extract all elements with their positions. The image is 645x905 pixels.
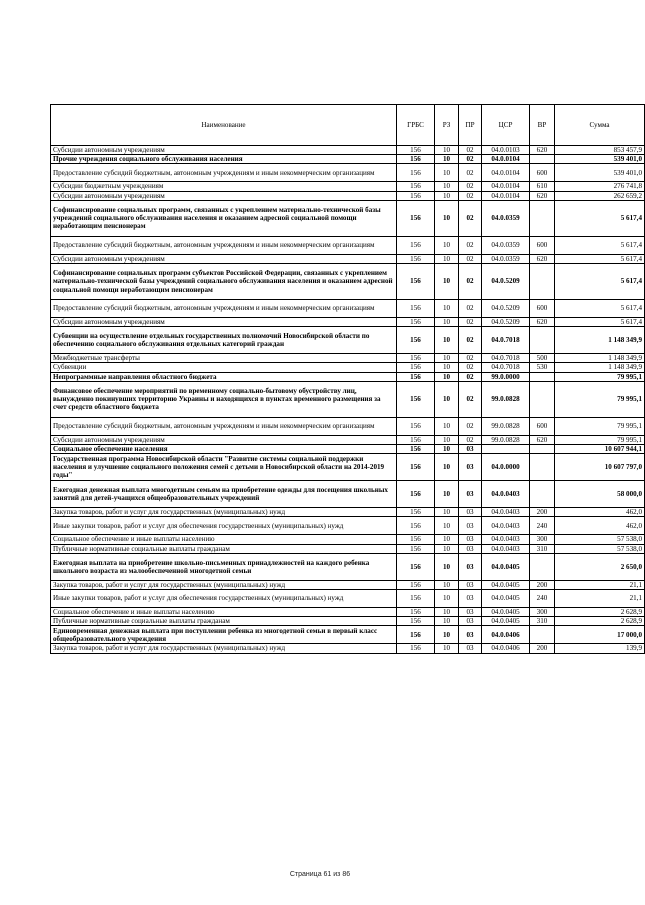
table-cell-rz: 10 bbox=[435, 318, 459, 327]
table-row bbox=[51, 580, 645, 589]
table-cell-vr bbox=[530, 445, 555, 454]
table-row bbox=[51, 354, 645, 363]
table-row bbox=[51, 155, 645, 164]
table-cell-vr: 600 bbox=[530, 164, 555, 182]
table-cell-name: Социальное обеспечение и иные выплаты населению bbox=[51, 608, 397, 617]
table-cell-pr: 03 bbox=[459, 535, 482, 544]
table-row bbox=[51, 553, 645, 580]
table-cell-name: Межбюджетные трансферты bbox=[51, 354, 397, 363]
table-cell-csr: 99.0.0828 bbox=[482, 435, 530, 444]
table-cell-name: Предоставление субсидий бюджетным, автономным учреждениям и иным некоммерческим организациям bbox=[51, 417, 397, 435]
table-cell-grbs: 156 bbox=[397, 146, 435, 155]
table-cell-pr: 02 bbox=[459, 254, 482, 263]
table-cell-pr: 02 bbox=[459, 354, 482, 363]
table-cell-csr: 04.0.0403 bbox=[482, 508, 530, 517]
table-cell-rz: 10 bbox=[435, 445, 459, 454]
table-cell-sum: 853 457,9 bbox=[555, 146, 645, 155]
table-cell-grbs: 156 bbox=[397, 300, 435, 318]
table-row bbox=[51, 617, 645, 626]
table-cell-sum: 79 995,1 bbox=[555, 435, 645, 444]
table-cell-sum: 5 617,4 bbox=[555, 236, 645, 254]
table-cell-sum: 2 628,9 bbox=[555, 608, 645, 617]
table-cell-sum: 262 659,2 bbox=[555, 191, 645, 200]
table-cell-sum: 10 607 797,0 bbox=[555, 454, 645, 481]
table-cell-grbs: 156 bbox=[397, 590, 435, 608]
table-cell-csr: 04.0.0405 bbox=[482, 580, 530, 589]
table-cell-grbs: 156 bbox=[397, 544, 435, 553]
table-row bbox=[51, 644, 645, 653]
table-cell-grbs: 156 bbox=[397, 517, 435, 535]
table-cell-pr: 03 bbox=[459, 590, 482, 608]
table-cell-grbs: 156 bbox=[397, 508, 435, 517]
table-cell-vr: 310 bbox=[530, 617, 555, 626]
table-cell-pr: 02 bbox=[459, 264, 482, 300]
header-name: Наименование bbox=[51, 105, 397, 146]
table-cell-name: Непрограммные направления областного бюджета bbox=[51, 372, 397, 381]
table-cell-vr: 620 bbox=[530, 318, 555, 327]
table-cell-sum: 5 617,4 bbox=[555, 200, 645, 236]
table-cell-pr: 02 bbox=[459, 191, 482, 200]
table-cell-name: Субвенции bbox=[51, 363, 397, 372]
table-cell-rz: 10 bbox=[435, 155, 459, 164]
table-row bbox=[51, 454, 645, 481]
table-cell-name: Финансовое обеспечение мероприятий по временному социально-бытовому обустройству лиц, вынужденно покинувших территорию Украины и находящихся в пунктах временного размещения за счет средств областного бюджета bbox=[51, 381, 397, 417]
table-cell-csr: 04.0.0406 bbox=[482, 626, 530, 644]
table-cell-sum: 1 148 349,9 bbox=[555, 363, 645, 372]
table-cell-csr: 04.0.5209 bbox=[482, 300, 530, 318]
table-cell-name: Закупка товаров, работ и услуг для государственных (муниципальных) нужд bbox=[51, 508, 397, 517]
table-cell-name: Иные закупки товаров, работ и услуг для обеспечения государственных (муниципальных) нужд bbox=[51, 590, 397, 608]
table-cell-rz: 10 bbox=[435, 544, 459, 553]
table-cell-grbs: 156 bbox=[397, 372, 435, 381]
table-cell-vr bbox=[530, 372, 555, 381]
table-cell-name: Закупка товаров, работ и услуг для государственных (муниципальных) нужд bbox=[51, 644, 397, 653]
table-cell-pr: 03 bbox=[459, 644, 482, 653]
table-cell-grbs: 156 bbox=[397, 155, 435, 164]
table-cell-vr bbox=[530, 155, 555, 164]
table-row bbox=[51, 445, 645, 454]
table-cell-grbs: 156 bbox=[397, 445, 435, 454]
table-cell-grbs: 156 bbox=[397, 580, 435, 589]
table-cell-csr: 04.0.7018 bbox=[482, 363, 530, 372]
table-cell-vr: 200 bbox=[530, 644, 555, 653]
table-cell-csr: 04.0.0000 bbox=[482, 454, 530, 481]
table-cell-name: Иные закупки товаров, работ и услуг для обеспечения государственных (муниципальных) нужд bbox=[51, 517, 397, 535]
table-cell-rz: 10 bbox=[435, 626, 459, 644]
table-cell-name: Публичные нормативные социальные выплаты гражданам bbox=[51, 544, 397, 553]
table-cell-sum: 21,1 bbox=[555, 580, 645, 589]
table-cell-csr: 99.0.0000 bbox=[482, 372, 530, 381]
table-cell-sum: 79 995,1 bbox=[555, 417, 645, 435]
table-cell-sum: 5 617,4 bbox=[555, 264, 645, 300]
table-cell-vr: 600 bbox=[530, 236, 555, 254]
table-cell-vr: 620 bbox=[530, 435, 555, 444]
table-cell-rz: 10 bbox=[435, 300, 459, 318]
table-cell-rz: 10 bbox=[435, 146, 459, 155]
table-cell-name: Субсидии автономным учреждениям bbox=[51, 146, 397, 155]
table-cell-rz: 10 bbox=[435, 236, 459, 254]
table-row bbox=[51, 417, 645, 435]
table-row bbox=[51, 236, 645, 254]
table-cell-pr: 02 bbox=[459, 381, 482, 417]
table-row bbox=[51, 200, 645, 236]
table-cell-rz: 10 bbox=[435, 608, 459, 617]
table-cell-csr: 04.0.0403 bbox=[482, 544, 530, 553]
table-cell-pr: 02 bbox=[459, 435, 482, 444]
table-cell-name: Субсидии автономным учреждениям bbox=[51, 318, 397, 327]
table-cell-name: Софинансирование социальных программ субъектов Российской Федерации, связанных с укреплением материально-технической базы учреждений социального обслуживания населения и оказанием адресной социальной помощи неработающим пенсионерам bbox=[51, 264, 397, 300]
table-cell-csr: 04.0.0104 bbox=[482, 182, 530, 191]
table-cell-name: Субсидии автономным учреждениям bbox=[51, 435, 397, 444]
table-row bbox=[51, 300, 645, 318]
table-cell-pr: 03 bbox=[459, 617, 482, 626]
table-cell-pr: 02 bbox=[459, 164, 482, 182]
table-row bbox=[51, 254, 645, 263]
table-cell-rz: 10 bbox=[435, 372, 459, 381]
table-cell-sum: 139,9 bbox=[555, 644, 645, 653]
table-cell-rz: 10 bbox=[435, 191, 459, 200]
table-cell-sum: 5 617,4 bbox=[555, 300, 645, 318]
table-cell-rz: 10 bbox=[435, 381, 459, 417]
header-sum: Сумма bbox=[555, 105, 645, 146]
table-cell-name: Субсидии автономным учреждениям bbox=[51, 254, 397, 263]
table-cell-vr: 530 bbox=[530, 363, 555, 372]
header-row bbox=[51, 105, 645, 146]
table-row bbox=[51, 544, 645, 553]
table-cell-grbs: 156 bbox=[397, 435, 435, 444]
table-row bbox=[51, 381, 645, 417]
table-cell-sum: 79 995,1 bbox=[555, 381, 645, 417]
table-cell-vr: 620 bbox=[530, 254, 555, 263]
table-cell-sum: 462,0 bbox=[555, 508, 645, 517]
table-cell-name: Публичные нормативные социальные выплаты гражданам bbox=[51, 617, 397, 626]
table-cell-csr: 04.0.0405 bbox=[482, 553, 530, 580]
table-cell-csr: 99.0.0828 bbox=[482, 381, 530, 417]
table-cell-pr: 03 bbox=[459, 454, 482, 481]
table-cell-grbs: 156 bbox=[397, 236, 435, 254]
table-cell-name: Предоставление субсидий бюджетным, автономным учреждениям и иным некоммерческим организациям bbox=[51, 236, 397, 254]
table-cell-grbs: 156 bbox=[397, 454, 435, 481]
table-cell-sum: 1 148 349,9 bbox=[555, 354, 645, 363]
table-cell-grbs: 156 bbox=[397, 264, 435, 300]
table-cell-grbs: 156 bbox=[397, 535, 435, 544]
table-cell-rz: 10 bbox=[435, 553, 459, 580]
table-cell-sum: 57 538,0 bbox=[555, 544, 645, 553]
table-cell-vr: 600 bbox=[530, 417, 555, 435]
table-cell-pr: 02 bbox=[459, 363, 482, 372]
table-cell-rz: 10 bbox=[435, 435, 459, 444]
table-cell-csr: 04.0.0403 bbox=[482, 535, 530, 544]
table-cell-csr: 04.0.7018 bbox=[482, 354, 530, 363]
table-cell-sum: 21,1 bbox=[555, 590, 645, 608]
table-cell-name: Субсидии бюджетным учреждениям bbox=[51, 182, 397, 191]
table-cell-rz: 10 bbox=[435, 454, 459, 481]
table-cell-pr: 02 bbox=[459, 372, 482, 381]
header-rz: РЗ bbox=[435, 105, 459, 146]
table-row bbox=[51, 191, 645, 200]
table-row bbox=[51, 608, 645, 617]
table-cell-csr: 04.0.0359 bbox=[482, 200, 530, 236]
table-cell-pr: 03 bbox=[459, 481, 482, 508]
table-cell-grbs: 156 bbox=[397, 608, 435, 617]
table-cell-grbs: 156 bbox=[397, 363, 435, 372]
table-cell-vr: 620 bbox=[530, 146, 555, 155]
table-cell-rz: 10 bbox=[435, 580, 459, 589]
table-cell-grbs: 156 bbox=[397, 164, 435, 182]
table-cell-rz: 10 bbox=[435, 254, 459, 263]
page-number: Страница 61 из 86 bbox=[289, 871, 351, 878]
table-cell-rz: 10 bbox=[435, 164, 459, 182]
table-cell-vr bbox=[530, 200, 555, 236]
table-cell-pr: 03 bbox=[459, 553, 482, 580]
table-row bbox=[51, 372, 645, 381]
table-cell-vr: 500 bbox=[530, 354, 555, 363]
table-cell-pr: 02 bbox=[459, 146, 482, 155]
budget-table-container bbox=[50, 104, 644, 654]
table-cell-name: Предоставление субсидий бюджетным, автономным учреждениям и иным некоммерческим организациям bbox=[51, 164, 397, 182]
table-cell-pr: 02 bbox=[459, 318, 482, 327]
table-cell-pr: 02 bbox=[459, 200, 482, 236]
table-cell-csr: 04.0.0405 bbox=[482, 608, 530, 617]
table-body bbox=[51, 146, 645, 654]
table-cell-csr: 04.0.0104 bbox=[482, 164, 530, 182]
table-cell-csr: 04.0.0403 bbox=[482, 517, 530, 535]
table-cell-grbs: 156 bbox=[397, 617, 435, 626]
table-cell-grbs: 156 bbox=[397, 318, 435, 327]
table-cell-grbs: 156 bbox=[397, 182, 435, 191]
table-cell-csr: 04.0.0359 bbox=[482, 236, 530, 254]
table-cell-name: Социальное обеспечение и иные выплаты населению bbox=[51, 535, 397, 544]
table-cell-rz: 10 bbox=[435, 363, 459, 372]
table-cell-csr: 04.0.5209 bbox=[482, 264, 530, 300]
table-cell-sum: 57 538,0 bbox=[555, 535, 645, 544]
table-cell-sum: 2 628,9 bbox=[555, 617, 645, 626]
table-cell-grbs: 156 bbox=[397, 200, 435, 236]
table-cell-csr: 99.0.0828 bbox=[482, 417, 530, 435]
table-cell-pr: 03 bbox=[459, 517, 482, 535]
budget-table bbox=[50, 104, 645, 654]
table-row bbox=[51, 626, 645, 644]
table-cell-pr: 03 bbox=[459, 544, 482, 553]
header-csr: ЦСР bbox=[482, 105, 530, 146]
table-cell-rz: 10 bbox=[435, 517, 459, 535]
table-cell-sum: 10 607 944,1 bbox=[555, 445, 645, 454]
table-cell-grbs: 156 bbox=[397, 417, 435, 435]
table-cell-grbs: 156 bbox=[397, 626, 435, 644]
table-row bbox=[51, 363, 645, 372]
table-cell-rz: 10 bbox=[435, 264, 459, 300]
table-cell-name: Предоставление субсидий бюджетным, автономным учреждениям и иным некоммерческим организациям bbox=[51, 300, 397, 318]
table-cell-rz: 10 bbox=[435, 327, 459, 354]
table-row bbox=[51, 318, 645, 327]
table-cell-name: Единовременная денежная выплата при поступлении ребенка из многодетной семьи в первый класс общеобразовательного учреждения bbox=[51, 626, 397, 644]
table-cell-grbs: 156 bbox=[397, 254, 435, 263]
table-cell-grbs: 156 bbox=[397, 553, 435, 580]
table-row bbox=[51, 146, 645, 155]
table-cell-csr: 04.0.0406 bbox=[482, 644, 530, 653]
table-cell-name: Субсидии автономным учреждениям bbox=[51, 191, 397, 200]
table-cell-vr bbox=[530, 553, 555, 580]
table-cell-pr: 02 bbox=[459, 327, 482, 354]
table-cell-grbs: 156 bbox=[397, 381, 435, 417]
table-row bbox=[51, 182, 645, 191]
table-cell-pr: 02 bbox=[459, 236, 482, 254]
table-cell-rz: 10 bbox=[435, 182, 459, 191]
header-pr: ПР bbox=[459, 105, 482, 146]
table-cell-grbs: 156 bbox=[397, 327, 435, 354]
table-cell-rz: 10 bbox=[435, 354, 459, 363]
table-cell-rz: 10 bbox=[435, 508, 459, 517]
table-cell-name: Государственная программа Новосибирской области "Развитие системы социальной поддержки населения и улучшение социального положения семей с детьми в Новосибирской области на 2014-2019 годы" bbox=[51, 454, 397, 481]
table-cell-pr: 03 bbox=[459, 608, 482, 617]
table-cell-grbs: 156 bbox=[397, 191, 435, 200]
table-cell-vr bbox=[530, 626, 555, 644]
table-cell-csr: 04.0.0103 bbox=[482, 146, 530, 155]
table-cell-csr: 04.0.0403 bbox=[482, 481, 530, 508]
table-cell-rz: 10 bbox=[435, 535, 459, 544]
table-cell-csr: 04.0.0104 bbox=[482, 155, 530, 164]
table-cell-sum: 2 650,0 bbox=[555, 553, 645, 580]
table-cell-vr: 620 bbox=[530, 191, 555, 200]
table-cell-pr: 03 bbox=[459, 580, 482, 589]
table-row bbox=[51, 535, 645, 544]
table-cell-vr bbox=[530, 454, 555, 481]
table-cell-sum: 539 401,0 bbox=[555, 155, 645, 164]
table-cell-pr: 02 bbox=[459, 182, 482, 191]
table-cell-vr bbox=[530, 481, 555, 508]
table-cell-name: Субвенции на осуществление отдельных государственных полномочий Новосибирской области по обеспечению социального обслуживания отдельных категорий граждан bbox=[51, 327, 397, 354]
table-row bbox=[51, 508, 645, 517]
table-cell-pr: 02 bbox=[459, 155, 482, 164]
table-cell-name: Прочие учреждения социального обслуживания населения bbox=[51, 155, 397, 164]
table-cell-sum: 58 000,0 bbox=[555, 481, 645, 508]
table-cell-vr: 600 bbox=[530, 300, 555, 318]
table-cell-vr: 300 bbox=[530, 535, 555, 544]
table-cell-rz: 10 bbox=[435, 481, 459, 508]
table-cell-csr: 04.0.0104 bbox=[482, 191, 530, 200]
table-cell-rz: 10 bbox=[435, 617, 459, 626]
table-cell-vr: 310 bbox=[530, 544, 555, 553]
table-cell-sum: 5 617,4 bbox=[555, 254, 645, 263]
table-cell-pr: 03 bbox=[459, 626, 482, 644]
table-row bbox=[51, 264, 645, 300]
table-cell-pr: 03 bbox=[459, 508, 482, 517]
table-cell-vr: 300 bbox=[530, 608, 555, 617]
table-cell-sum: 79 995,1 bbox=[555, 372, 645, 381]
table-cell-name: Социальное обеспечение населения bbox=[51, 445, 397, 454]
table-cell-csr: 04.0.0405 bbox=[482, 617, 530, 626]
header-grbs: ГРБС bbox=[397, 105, 435, 146]
table-row bbox=[51, 327, 645, 354]
table-cell-name: Ежегодная выплата на приобретение школьно-письменных принадлежностей на каждого ребенка школьного возраста из малообеспеченной многодетной семьи bbox=[51, 553, 397, 580]
table-cell-vr: 200 bbox=[530, 508, 555, 517]
table-cell-grbs: 156 bbox=[397, 481, 435, 508]
table-cell-pr: 03 bbox=[459, 445, 482, 454]
table-cell-vr bbox=[530, 327, 555, 354]
table-cell-vr: 610 bbox=[530, 182, 555, 191]
table-cell-csr: 04.0.7018 bbox=[482, 327, 530, 354]
table-row bbox=[51, 164, 645, 182]
table-cell-grbs: 156 bbox=[397, 354, 435, 363]
table-cell-vr bbox=[530, 264, 555, 300]
table-cell-sum: 17 000,0 bbox=[555, 626, 645, 644]
table-cell-vr: 240 bbox=[530, 517, 555, 535]
table-cell-sum: 1 148 349,9 bbox=[555, 327, 645, 354]
table-cell-csr bbox=[482, 445, 530, 454]
table-cell-vr: 240 bbox=[530, 590, 555, 608]
table-row bbox=[51, 481, 645, 508]
table-cell-name: Ежегодная денежная выплата многодетным семьям на приобретение одежды для посещения школьных занятий для детей-учащихся общеобразовательных учреждений bbox=[51, 481, 397, 508]
table-cell-rz: 10 bbox=[435, 417, 459, 435]
table-cell-grbs: 156 bbox=[397, 644, 435, 653]
table-cell-rz: 10 bbox=[435, 590, 459, 608]
table-cell-rz: 10 bbox=[435, 200, 459, 236]
table-cell-csr: 04.0.0359 bbox=[482, 254, 530, 263]
table-row bbox=[51, 590, 645, 608]
table-cell-rz: 10 bbox=[435, 644, 459, 653]
table-cell-vr: 200 bbox=[530, 580, 555, 589]
table-row bbox=[51, 435, 645, 444]
table-cell-vr bbox=[530, 381, 555, 417]
table-cell-pr: 02 bbox=[459, 300, 482, 318]
table-cell-csr: 04.0.0405 bbox=[482, 590, 530, 608]
table-cell-sum: 539 401,0 bbox=[555, 164, 645, 182]
table-cell-sum: 5 617,4 bbox=[555, 318, 645, 327]
table-cell-name: Софинансирование социальных программ, связанных с укреплением материально-технической базы учреждений социального обслуживания населения и оказанием адресной социальной помощи неработающим пенсионерам bbox=[51, 200, 397, 236]
table-cell-name: Закупка товаров, работ и услуг для государственных (муниципальных) нужд bbox=[51, 580, 397, 589]
table-cell-csr: 04.0.5209 bbox=[482, 318, 530, 327]
table-row bbox=[51, 517, 645, 535]
table-cell-sum: 462,0 bbox=[555, 517, 645, 535]
table-cell-sum: 276 741,8 bbox=[555, 182, 645, 191]
table-cell-pr: 02 bbox=[459, 417, 482, 435]
header-vr: ВР bbox=[530, 105, 555, 146]
